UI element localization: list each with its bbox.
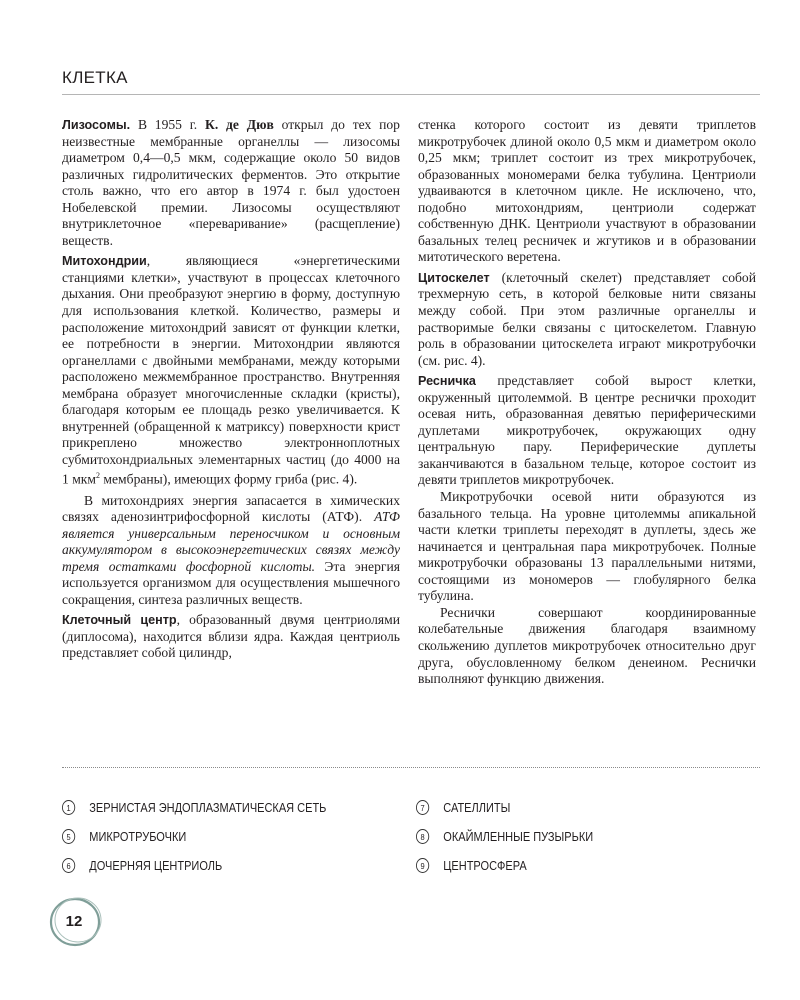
text: (клеточный скелет) представляет собой трехмерную сеть, в которой белковые нити связаны между собой. При этом различные органеллы и растворимые белки связаны с цитоскелетом. Главную роль в образовании цитоскелета играют микротрубочки (см. рис. 4). [418,269,756,368]
text: стенка которого состоит из девяти триплетов микротрубочек длиной около 0,5 мкм и диаметром около 0,25 мкм; триплет состоит из трех микротрубочек, образованных мономерами белка тубулина. Центриоли удваиваются в клеточном цикле. Не исключено, что, подобно митохондриям, центриоли содержат собственную ДНК. Центриоли участвуют в образовании базальных телец ресничек и жгутиков и в образовании митотического веретена. [418,117,756,265]
legend-number: 6 [62,858,75,873]
text: , образованный двумя центриолями (диплосома), находится вблизи ядра. Каждая центриоль представляет собой цилиндр, [62,612,400,661]
paragraph-mitochondria [62,253,400,488]
section-title: КЛЕТКА [62,68,128,87]
legend-label: ОКАЙМЛЕННЫЕ ПУЗЫРЬКИ [443,829,594,844]
figure-legend-right [416,793,593,880]
paragraph-microtubules [418,489,756,605]
term-mitochondria: Митохондрии [62,254,147,269]
legend-label: ЦЕНТРОСФЕРА [443,858,527,873]
paragraph-cell-center [62,612,400,662]
paragraph-centriole-cont [418,117,756,266]
paragraph-lysosomes [62,117,400,249]
term-cytoskeleton: Цитоскелет [418,270,490,285]
legend-number: 7 [416,800,429,815]
text: В 1955 г. [130,117,205,132]
text: представляет собой вырост клетки, окруженный цитолеммой. В центре реснички проходит осевая нить, образованная девятью периферическими дуплетами микротрубочек, окружающих одну центральную пару. Периферические дуплеты заканчиваются в базальном тельце, которое состоит из девяти триплетов микротрубочек. [418,373,756,488]
legend-label: ДОЧЕРНЯЯ ЦЕНТРИОЛЬ [89,858,223,873]
text: открыл до тех пор неизвестные мембранные органеллы — лизосомы диаметром 0,4—0,5 мкм, содержащие около 50 видов различных гидролитических ферментов. Это открытие столь важно, что его автор в 1974 г. был удостоен Нобелевской премии. Лизосомы осуществляют внутриклеточное «переваривание» (расщепление) веществ. [62,117,400,248]
legend-item [62,851,326,880]
superscript: 2 [96,471,101,481]
left-column [62,117,400,666]
text: мембраны), имеющих форму гриба (рис. 4). [100,472,358,488]
paragraph-cilia-movement [418,605,756,688]
legend-number: 1 [62,800,75,815]
header-divider [62,94,760,95]
legend-item [416,851,593,880]
page-number: 12 [65,912,83,930]
legend-number: 8 [416,829,429,844]
legend-item [62,822,326,851]
text: , являющиеся «энергетическими станциями клетки», участвуют в процессах клеточного дыхания. Они преобразуют энергию в форму, доступную для использования клеткой. Количество, размеры и расположение митохондрий зависят от функции клетки, ее потребности в энергии. Митохондрии являются органеллами с двойными мембранами, между которыми расположено межмембранное пространство. Внутренняя мембрана образует многочисленные складки (кристы), благодаря которым ее площадь резко увеличивается. К внутренней (обращенной к матриксу) поверхности крист прикреплено множество электронноплотных субмитохондриальных элементарных частиц (до 4000 на 1 мкм [62,253,400,488]
page-number-badge [48,895,104,947]
legend-number: 9 [416,858,429,873]
paragraph-cilium [418,373,756,489]
legend-item [62,793,326,822]
legend-item [416,793,593,822]
emphasis: АТФ является универсальным переносчиком и основным аккумулятором в высокоэнергетических связях между тремя остатками фосфорной кислоты. [62,509,400,574]
paragraph-atp [62,493,400,609]
figure-legend-left [62,793,326,880]
legend-number: 5 [62,829,75,844]
text: Микротрубочки осевой нити образуются из базального тельца. На уровне цитолеммы апикальной части клетки триплеты переходят в дуплеты, здесь же начинается и центральная пара микротрубочек. Полные микротрубочки образованы 13 параллельными нитями, состоящими из мономеров — глобулярного белка тубулина. [418,489,756,604]
text: В митохондриях энергия запасается в химических связях аденозинтрифосфорной кислоты (АТФ). [62,492,400,525]
text: Реснички совершают координированные колебательные движения благодаря взаимному скольжению дуплетов микротрубочек относительно друг друга, обусловленному белком денеином. Реснички выполняют функцию движения. [418,604,756,687]
paragraph-cytoskeleton [418,270,756,369]
legend-divider [62,767,760,768]
term-lysosomes: Лизосомы. [62,118,131,132]
text: Эта энергия используется организмом для осуществления мышечного сокращения, синтеза различных веществ. [62,558,400,607]
term-cell-center: Клеточный центр [62,613,177,628]
legend-label: САТЕЛЛИТЫ [443,800,511,815]
legend-item [416,822,593,851]
legend-label: ЗЕРНИСТАЯ ЭНДОПЛАЗМАТИЧЕСКАЯ СЕТЬ [89,800,327,815]
author-name: К. де Дюв [204,117,274,132]
legend-label: МИКРОТРУБОЧКИ [89,829,187,844]
term-cilium: Ресничка [418,374,476,389]
right-column [418,117,756,688]
